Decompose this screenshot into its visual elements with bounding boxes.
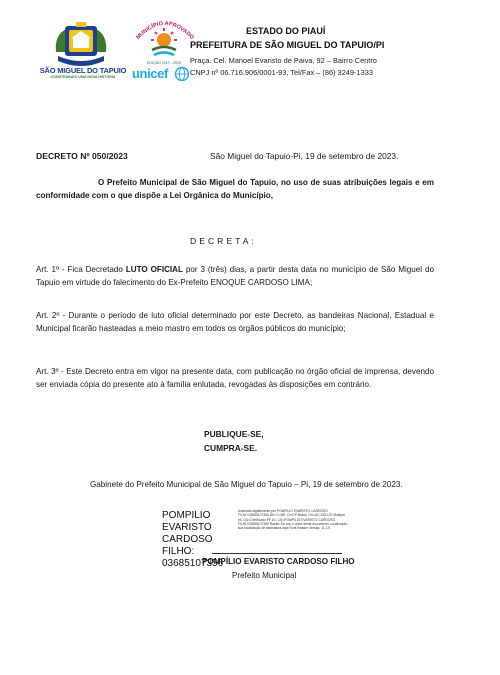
municipal-crest-icon [50, 22, 112, 72]
signer-role: Prefeito Municipal [232, 571, 297, 580]
seal-edition: EDIÇÃO 2017 - 2020 [147, 61, 181, 65]
signer-name: POMPÍLIO EVARISTO CARDOSO FILHO [202, 557, 355, 566]
signature-line-3: CARDOSO FILHO: [162, 534, 213, 557]
contact-line: CNPJ nº 06.716.906/0001-93, Tel/Fax – (86) 3249-1333 [190, 68, 373, 77]
signature-line-1: POMPILIO [162, 510, 211, 521]
place-date: São Miguel do Tapuio-Pi, 19 de setembro de 2023. [210, 151, 399, 161]
prefeitura-title: PREFEITURA DE SÃO MIGUEL DO TAPUIO/PI [190, 40, 385, 50]
digital-signature-stamp: Assinado digitalmente por POMPILIO EVARISTO CARDOSO FILHO:03685107356 DN: C=BR, O=ICP-Brasil, OU=AC SOLUTI Multipla v5, OU=Certificado PF A1, CN=POMPILIO EVARISTO CARDOSO FILHO:03685107356 Razão: Eu sou o autor deste documento Localização: sua localização de assinatura aqui Foxit Reader Versão: 11.1.0 [238, 509, 348, 531]
article-2: Art. 2º - Durante o período de luto oficial determinado por este Decreto, as bandeiras Nacional, Estadual e Municipal ficarão hasteadas a meio mastro em todos os órgãos públicos do município; [36, 311, 434, 333]
signature-line-4: 03685107356 [162, 558, 224, 569]
preamble: O Prefeito Municipal de São Miguel do Tapuio, no uso de suas atribuições legais e em conformidade com o que dispõe a Lei Orgânica do Município, [36, 178, 434, 200]
publique-se: PUBLIQUE-SE, [204, 429, 264, 439]
state-title: ESTADO DO PIAUÍ [246, 26, 326, 36]
decree-number: DECRETO Nº 050/2023 [36, 151, 128, 161]
article-3: Art. 3º - Este Decreto entra em vigor na presente data, com publicação no órgão oficial de imprensa, devendo ser enviada cópia do presente ato à família enlutada, revogadas às disposições em contrário. [36, 367, 434, 389]
municipality-motto: CONSTRUINDO UMA NOVA HISTÓRIA [50, 75, 116, 79]
unicef-logo: unicef [132, 66, 168, 81]
unicef-sun-icon [146, 26, 182, 58]
article-1 [36, 263, 434, 289]
article-1-lead: Art. 1º - Fica Decretado [36, 265, 126, 274]
article-1-highlight: LUTO OFICIAL [125, 265, 183, 274]
decreta-heading: DECRETA: [190, 236, 257, 246]
unicef-globe-icon [174, 66, 190, 82]
article-1-rest: por 3 (três) dias, a partir desta data no município de São Miguel do Tapuio em virtude do falecimento do Ex-Prefeito ENOQUE CARDOSO LIMA; [36, 265, 434, 287]
address-line: Praça. Cel. Manoel Evaristo de Paiva, 92 – Bairro Centro [190, 56, 377, 65]
signature-rule [212, 553, 342, 554]
signature-line-2: EVARISTO [162, 522, 212, 533]
cumpra-se: CUMPRA-SE. [204, 443, 258, 453]
gabinete-line: Gabinete do Prefeito Municipal de São Miguel do Tapuio – Pi, 19 de setembro de 2023. [90, 480, 403, 489]
seal-arc-label: MUNICÍPIO APROVADO [135, 20, 195, 41]
municipality-name: SÃO MIGUEL DO TAPUIO [39, 66, 127, 75]
